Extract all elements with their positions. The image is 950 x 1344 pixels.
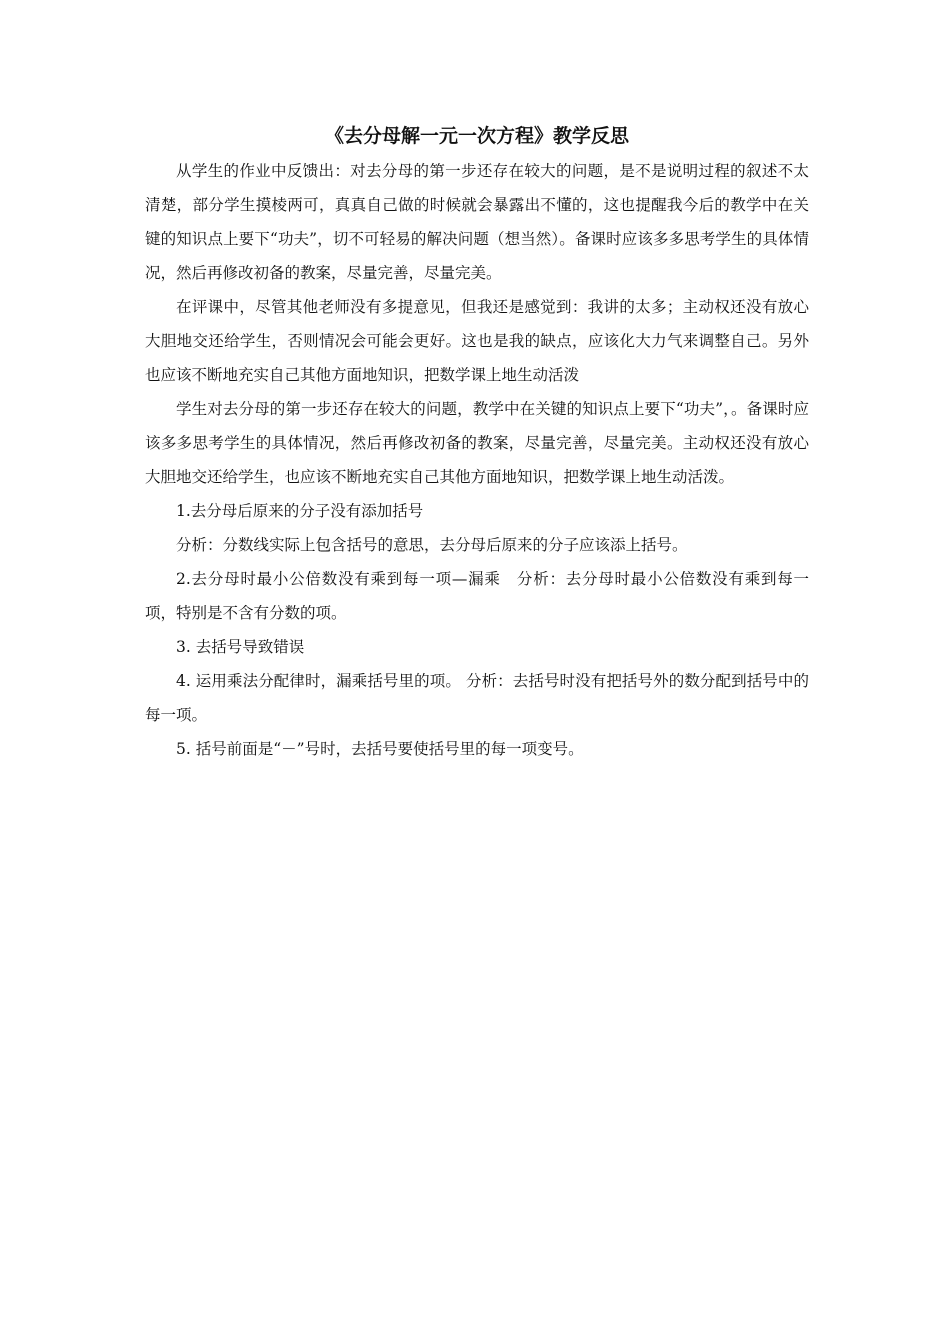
list-item-error-4: 4. 运用乘法分配律时，漏乘括号里的项。 分析：去括号时没有把括号外的数分配到括号中的每一项。 [145, 672, 809, 724]
paragraph-summary: 学生对去分母的第一步还存在较大的问题，教学中在关键的知识点上要下“功夫”，。备课时应该多多思考学生的具体情况，然后再修改初备的教案，尽量完善，尽量完美。主动权还没有放心大胆地交还给学生，也应该不断地充实自己其他方面地知识，把数学课上地生动活泼。 [145, 400, 809, 486]
document-body [145, 118, 809, 766]
paragraph-lesson-review: 在评课中，尽管其他老师没有多提意见，但我还是感觉到：我讲的太多；主动权还没有放心大胆地交还给学生，否则情况会可能会更好。这也是我的缺点，应该化大力气来调整自己。另外也应该不断地充实自己其他方面地知识，把数学课上地生动活泼 [145, 298, 809, 384]
document-title: 《去分母解一元一次方程》教学反思 [324, 125, 629, 147]
list-item-error-3: 3. 去括号导致错误 [176, 638, 305, 656]
paragraph-feedback: 从学生的作业中反馈出：对去分母的第一步还存在较大的问题，是不是说明过程的叙述不太清楚，部分学生摸棱两可，真真自己做的时候就会暴露出不懂的，这也提醒我今后的教学中在关键的知识点上要下“功夫”，切不可轻易的解决问题（想当然）。备课时应该多多思考学生的具体情况，然后再修改初备的教案，尽量完善，尽量完美。 [145, 162, 809, 282]
analysis-error-1: 分析：分数线实际上包含括号的意思，去分母后原来的分子应该添上括号。 [176, 536, 688, 554]
list-item-error-5: 5. 括号前面是“－”号时，去括号要使括号里的每一项变号。 [176, 740, 584, 758]
list-item-error-1: 1.去分母后原来的分子没有添加括号 [176, 502, 424, 520]
list-item-error-2: 2.去分母时最小公倍数没有乘到每一项—漏乘 分析：去分母时最小公倍数没有乘到每一项，特别是不含有分数的项。 [145, 570, 809, 622]
